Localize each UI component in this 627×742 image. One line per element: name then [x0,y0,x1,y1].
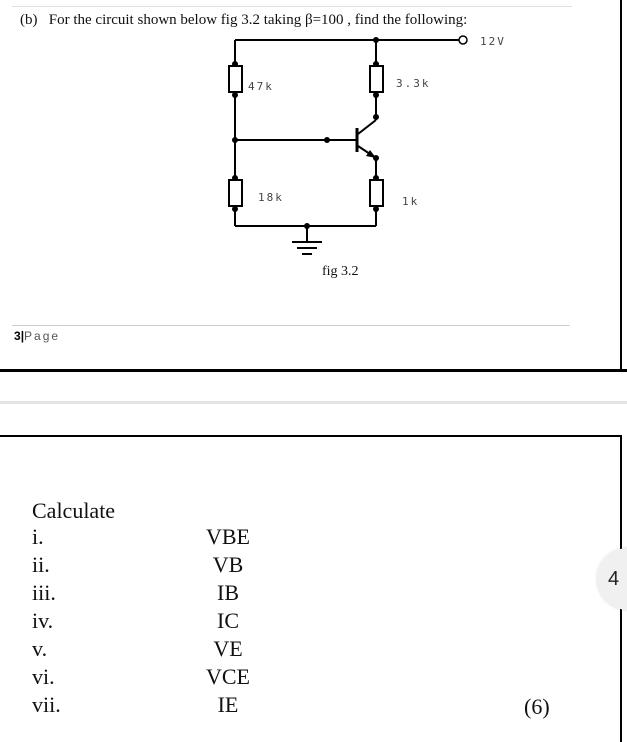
list-item [32,636,572,664]
page-gap-divider [0,401,627,404]
footer-page-number: 3 [14,329,21,343]
question-label: (b) [20,12,38,28]
list-item [32,524,572,552]
marks-allocation: (6) [524,694,550,719]
item-quantity: IC [217,608,239,633]
re-label: 1k [402,195,420,208]
list-item [32,692,572,720]
item-number: ii. [32,552,50,577]
footer-page-word: Page [24,329,61,343]
footer-rule [12,325,570,326]
item-number: i. [32,524,44,549]
calculate-heading: Calculate [32,498,116,523]
page-4-top-border [0,435,622,437]
question-body: For the circuit shown below fig 3.2 taking β=100 , find the following: [48,12,468,28]
list-item [32,580,572,608]
item-quantity: VCE [206,664,250,689]
list-item [32,608,572,636]
list-item [32,552,572,580]
item-quantity: IE [217,692,239,717]
page-break-line [0,369,627,372]
rc-label: 3.3k [396,77,431,90]
calculate-list [32,524,572,720]
supply-label: 12V [480,35,506,48]
list-item [32,664,572,692]
footer-separator: | [20,329,25,343]
item-number: v. [32,636,48,661]
item-number: vii. [32,692,61,717]
r1-label: 47k [248,80,274,93]
item-number: iv. [32,608,54,633]
document-page-3 [0,0,622,370]
item-quantity: VB [212,552,244,577]
item-quantity: VE [213,636,243,661]
figure-caption: fig 3.2 [322,264,359,279]
r2-label: 18k [258,191,284,204]
circuit-diagram [0,0,622,300]
item-number: vi. [32,664,55,689]
item-quantity: IB [217,580,239,605]
item-number: iii. [32,580,56,605]
page-indicator-number: 4 [608,568,620,590]
item-quantity: VBE [206,524,250,549]
page-footer [14,329,60,343]
page-indicator-button[interactable] [597,548,627,610]
